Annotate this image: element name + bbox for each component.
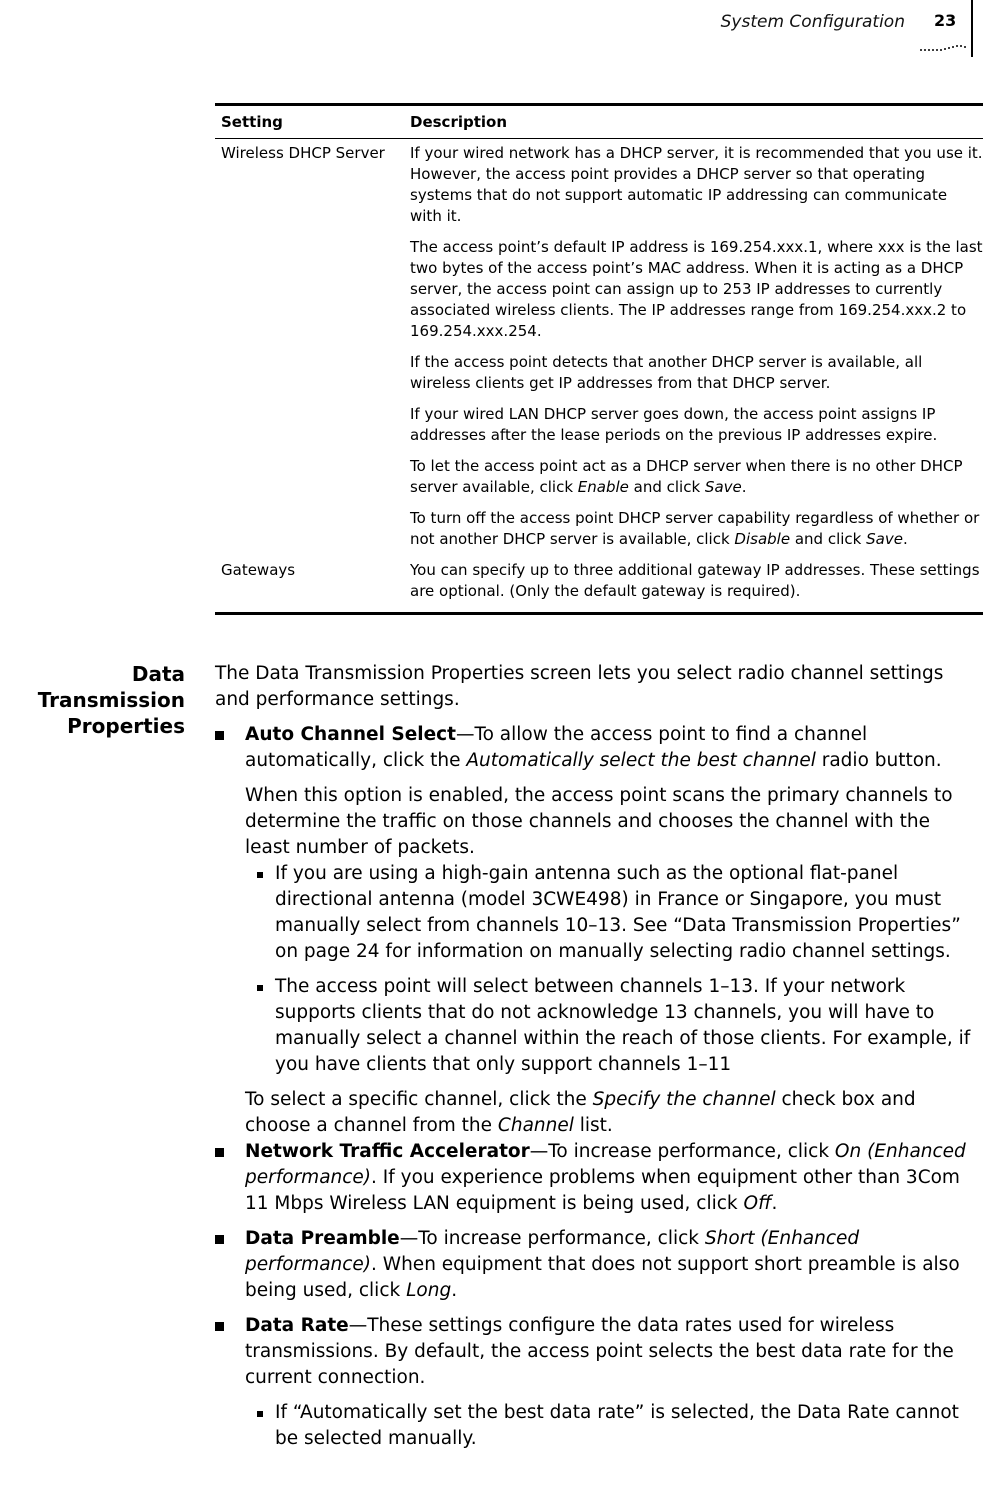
sub-bullet-icon	[257, 985, 263, 991]
section-heading: Data Transmission Properties	[37, 662, 185, 738]
bullet-traffic-accelerator: Network Traffic Accelerator—To increase performance, click On (Enhanced performance). If you experience problems when equipment other than 3Com 11 Mbps Wireless LAN equipment is being used, click Off.	[215, 1139, 980, 1217]
sub-bullet-antenna: If you are using a high-gain antenna such as the optional flat-panel directional antenna (model 3CWE498) in France or Singapore, you must manually select from channels 10–13. See “Data Transmission Properties” on page 24 for information on manually selecting radio channel settings.	[215, 861, 980, 965]
description-gateways	[410, 560, 983, 612]
running-title: System Configuration	[720, 12, 905, 32]
section-body	[215, 661, 980, 1461]
table-header	[215, 106, 983, 139]
dhcp-para-4: If your wired LAN DHCP server goes down, the access point assigns IP addresses after the lease periods on the previous IP addresses expire.	[410, 405, 938, 444]
dhcp-para-6: To turn off the access point DHCP server capability regardless of whether or not another DHCP server is available, click Disable and click Save.	[410, 509, 980, 548]
page-header	[0, 0, 983, 60]
intro-paragraph: The Data Transmission Properties screen lets you select radio channel settings and performance settings.	[215, 663, 944, 710]
table-row	[215, 560, 983, 612]
table-bottom-rule	[215, 612, 983, 615]
sub-bullet-data-rate: If “Automatically set the best data rate” is selected, the Data Rate cannot be selected manually.	[215, 1400, 980, 1452]
header-dots	[919, 43, 969, 53]
gateways-para: You can specify up to three additional gateway IP addresses. These settings are optional. (Only the default gateway is required).	[410, 561, 980, 600]
bullet-square-icon	[215, 731, 224, 740]
page-number: 23	[934, 11, 957, 30]
settings-table	[215, 103, 983, 615]
sub-bullet-icon	[257, 1411, 263, 1417]
bullet-square-icon	[215, 1148, 224, 1157]
header-rule	[971, 0, 973, 57]
dhcp-para-3: If the access point detects that another DHCP server is available, all wireless clients get IP addresses from that DHCP server.	[410, 353, 923, 392]
auto-detail: When this option is enabled, the access point scans the primary channels to determine the traffic on those channels and chooses the channel with the least number of packets.	[245, 785, 953, 858]
dhcp-para-2: The access point’s default IP address is 169.254.xxx.1, where xxx is the last two bytes of the access point’s MAC address. When it is acting as a DHCP server, the access point can assign up to 253 IP addresses to currently associated wireless clients. The IP addresses range from 169.254.xxx.2 to 169.254.xxx.254.	[410, 238, 983, 340]
bullet-data-preamble: Data Preamble—To increase performance, click Short (Enhanced performance). When equipment that does not support short preamble is also being used, click Long.	[215, 1226, 980, 1304]
dhcp-para-1: If your wired network has a DHCP server, it is recommended that you use it. However, the access point provides a DHCP server so that operating systems that do not support automatic IP addressing can communicate with it.	[410, 144, 983, 225]
sub-bullet-channels: The access point will select between channels 1–13. If your network supports clients that do not acknowledge 13 channels, you will have to manually select a channel within the reach of those clients. For example, if you have clients that only support channels 1–11	[215, 974, 980, 1078]
table-row	[215, 139, 983, 560]
bullet-square-icon	[215, 1235, 224, 1244]
bullet-data-rate: Data Rate—These settings configure the data rates used for wireless transmissions. By default, the access point selects the best data rate for the current connection.	[215, 1313, 980, 1391]
description-wireless-dhcp	[410, 143, 983, 560]
setting-gateways: Gateways	[221, 561, 296, 579]
bullet-square-icon	[215, 1322, 224, 1331]
dhcp-para-5: To let the access point act as a DHCP server when there is no other DHCP server available, click Enable and click Save.	[410, 457, 963, 496]
header-setting: Setting	[221, 113, 283, 131]
bullet-auto-channel: Auto Channel Select—To allow the access point to find a channel automatically, click the Automatically select the best channel radio button.	[215, 722, 980, 774]
specific-channel: To select a specific channel, click the Specify the channel check box and choose a channel from the Channel list.	[245, 1089, 916, 1136]
setting-wireless-dhcp: Wireless DHCP Server	[221, 144, 385, 162]
header-description: Description	[410, 113, 508, 131]
sub-bullet-icon	[257, 872, 263, 878]
